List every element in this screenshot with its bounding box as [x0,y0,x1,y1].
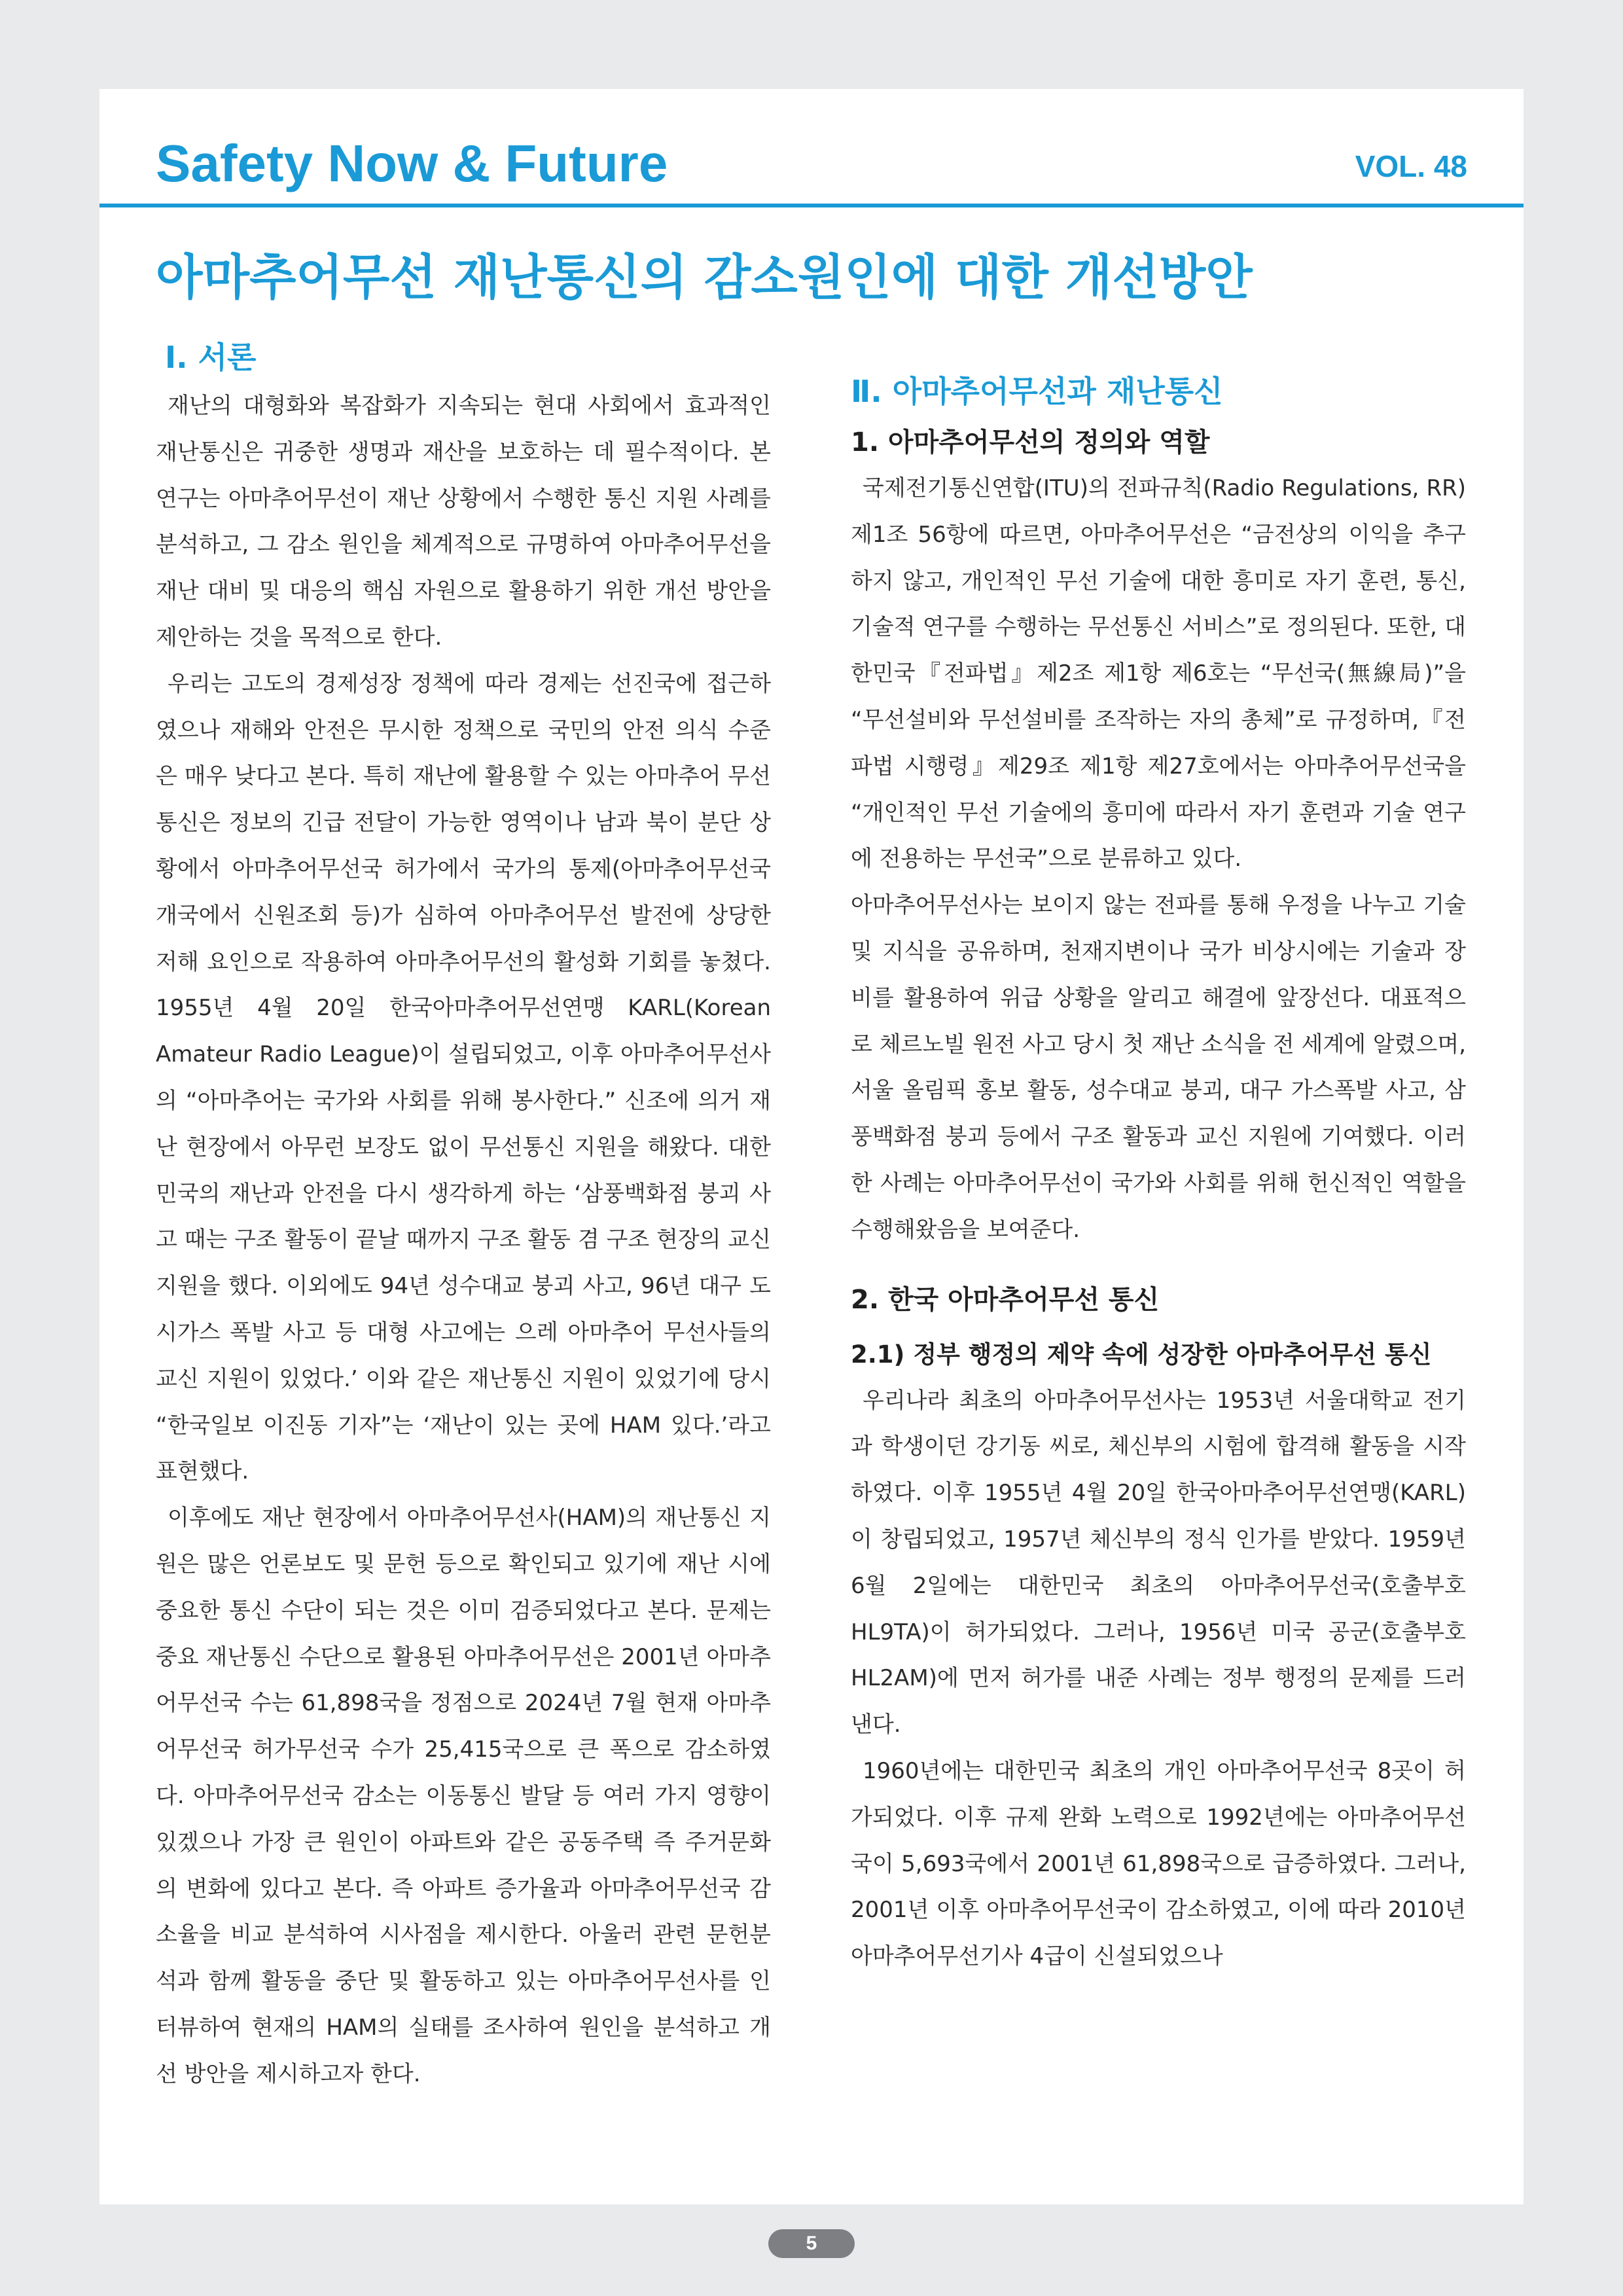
paragraph: 우리는 고도의 경제성장 정책에 따라 경제는 선진국에 접근하였으나 재해와 안전은 무시한 정책으로 국민의 안전 의식 수준은 매우 낮다고 본다. 특히 재난에 활용할 수 있는 아마추어 무선통신은 정보의 긴급 전달이 가능한 영역이나 남과 북이 분단 상황에서 아마추어무선국 허가에서 국가의 통제(아마추어무선국 개국에서 신원조회 등)가 심하여 아마추어무선 발전에 상당한 저해 요인으로 작용하여 아마추어무선의 활성화 기회를 놓쳤다. 1955년 4월 20일 한국아마추어무선연맹 KARL(Korean Amateur Radio League)이 설립되었고, 이후 아마추어무선사의 “아마추어는 국가와 사회를 위해 봉사한다.” 신조에 의거 재난 현장에서 아무런 보장도 없이 무선통신 지원을 해왔다. 대한민국의 재난과 안전을 다시 생각하게 하는 ‘삼풍백화점 붕괴 사고 때는 구조 활동이 끝날 때까지 구조 활동 겸 구조 현장의 교신 지원을 했다. 이외에도 94년 성수대교 붕괴 사고, 96년 대구 도시가스 폭발 사고 등 대형 사고에는 으레 아마추어 무선사들의 교신 지원이 있었다.’ 이와 같은 재난통신 지원이 있었기에 당시 “한국일보 이진동 기자”는 ‘재난이 있는 곳에 HAM 있다.’라고 표현했다. [156,670,771,1485]
section-heading-amateur-radio: Ⅱ. 아마추어무선과 재난통신 [851,374,1223,409]
page-number-badge: 5 [768,2229,855,2258]
paragraph: 우리나라 최초의 아마추어무선사는 1953년 서울대학교 전기과 학생이던 강기동 씨로, 체신부의 시험에 합격해 활동을 시작하였다. 이후 1955년 4월 20일 한국아마추어무선연맹(KARL)이 창립되었고, 1957년 체신부의 정식 인가를 받았다. 1959년 6월 2일에는 대한민국 최초의 아마추어무선국(호출부호 HL9TA)이 허가되었다. 그러나, 1956년 미국 공군(호출부호 HL2AM)에 먼저 허가를 내준 사례는 정부 행정의 문제를 드러낸다. [851,1387,1466,1738]
magazine-title: Safety Now & Future [156,134,668,192]
article-title: 아마추어무선 재난통신의 감소원인에 대한 개선방안 [156,249,1253,306]
header-divider [99,204,1524,207]
paragraph: 이후에도 재난 현장에서 아마추어무선사(HAM)의 재난통신 지원은 많은 언론보도 및 문헌 등으로 확인되고 있기에 재난 시에 중요한 통신 수단이 되는 것은 이미 검증되었다고 본다. 문제는 중요 재난통신 수단으로 활용된 아마추어무선은 2001년 아마추어무선국 수는 61,898국을 정점으로 2024년 7월 현재 아마추어무선국 허가무선국 수가 25,415국으로 큰 폭으로 감소하였다. 아마추어무선국 감소는 이동통신 발달 등 여러 가지 영향이 있겠으나 가장 큰 원인이 아파트와 같은 공동주택 즉 주거문화의 변화에 있다고 본다. 즉 아파트 증가율과 아마추어무선국 감소율을 비교 분석하여 시사점을 제시한다. 아울러 관련 문헌분석과 함께 활동을 중단 및 활동하고 있는 아마추어무선사를 인터뷰하여 현재의 HAM의 실태를 조사하여 원인을 분석하고 개선 방안을 제시하고자 한다. [156,1505,771,2087]
paragraph: 재난의 대형화와 복잡화가 지속되는 현대 사회에서 효과적인 재난통신은 귀중한 생명과 재산을 보호하는 데 필수적이다. 본 연구는 아마추어무선이 재난 상황에서 수행한 통신 지원 사례를 분석하고, 그 감소 원인을 체계적으로 규명하여 아마추어무선을 재난 대비 및 대응의 핵심 자원으로 활용하기 위한 개선 방안을 제안하는 것을 목적으로 한다. [156,393,771,651]
paragraph: 국제전기통신연합(ITU)의 전파규칙(Radio Regulations, RR) 제1조 56항에 따르면, 아마추어무선은 “금전상의 이익을 추구하지 않고, 개인적인 무선 기술에 대한 흥미로 자기 훈련, 통신, 기술적 연구를 수행하는 무선통신 서비스”로 정의된다. 또한, 대한민국『전파법』제2조 제1항 제6호는 “무선국(無線局)”을 “무선설비와 무선설비를 조작하는 자의 총체”로 규정하며,『전파법 시행령』제29조 제1항 제27호에서는 아마추어무선국을 “개인적인 무선 기술에의 흥미에 따라서 자기 훈련과 기술 연구에 전용하는 무선국”으로 분류하고 있다. [851,475,1466,872]
subsubsection-heading: 2.1) 정부 행정의 제약 속에 성장한 아마추어무선 통신 [851,1340,1432,1369]
paragraph: 아마추어무선사는 보이지 않는 전파를 통해 우정을 나누고 기술 및 지식을 공유하며, 천재지변이나 국가 비상시에는 기술과 장비를 활용하여 위급 상황을 알리고 해결에 앞장선다. 대표적으로 체르노빌 원전 사고 당시 첫 재난 소식을 전 세계에 알렸으며, 서울 올림픽 홍보 활동, 성수대교 붕괴, 대구 가스폭발 사고, 삼풍백화점 붕괴 등에서 구조 활동과 교신 지원에 기여했다. 이러한 사례는 아마추어무선이 국가와 사회를 위해 헌신적인 역할을 수행해왔음을 보여준다. [851,892,1466,1243]
right-column [851,334,1466,1980]
section-heading-intro: Ⅰ. 서론 [165,340,257,375]
page-sheet [99,89,1524,2204]
volume-number: VOL. 48 [1355,149,1467,183]
left-column [156,334,771,2097]
paragraph: 1960년에는 대한민국 최초의 개인 아마추어무선국 8곳이 허가되었다. 이후 규제 완화 노력으로 1992년에는 아마추어무선국이 5,693국에서 2001년 61,898국으로 급증하였다. 그러나, 2001년 이후 아마추어무선국이 감소하였고, 이에 따라 2010년 아마추어무선기사 4급이 신설되었으나 [851,1757,1466,1970]
subsection-heading-definition: 1. 아마추어무선의 정의와 역할 [851,427,1210,457]
page-header [156,124,1467,203]
subsection-heading-korea: 2. 한국 아마추어무선 통신 [851,1284,1160,1315]
